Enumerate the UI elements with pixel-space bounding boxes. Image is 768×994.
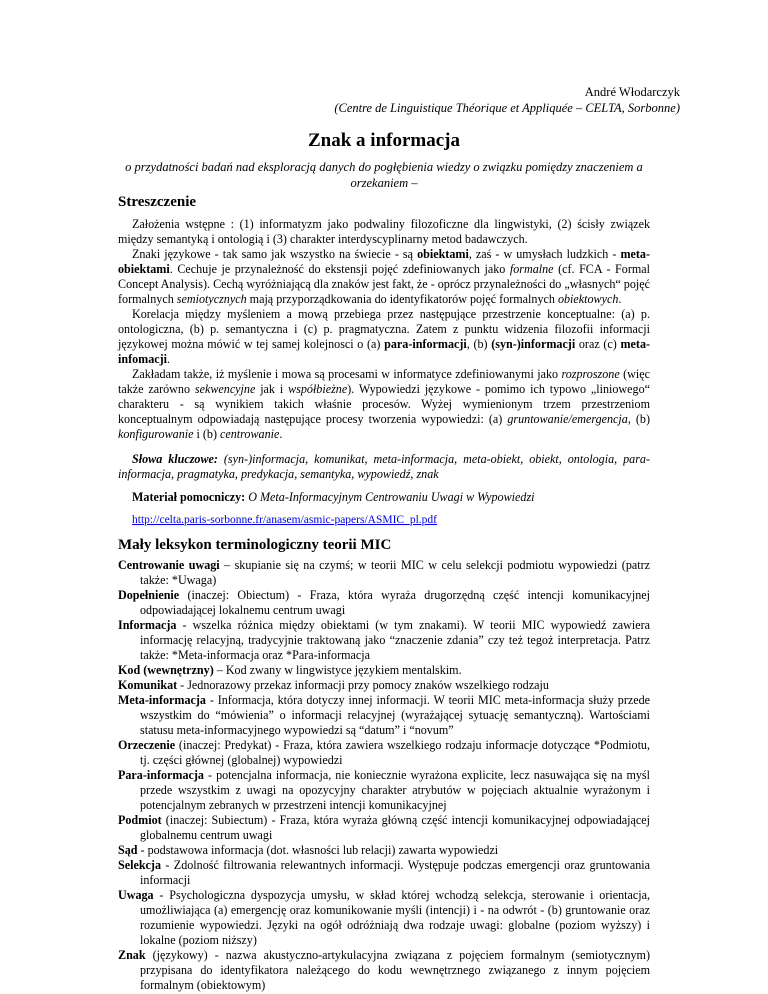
author-affiliation: (Centre de Linguistique Théorique et Appliquée – CELTA, Sorbonne) xyxy=(334,101,680,115)
lexicon-definition: (inaczej: Predykat) - Fraza, która zawiera wszelkiego rodzaju informacje dotyczące *Podmiotu, tj. części głównej (globalnej) wypowiedzi xyxy=(140,738,650,767)
bold-term: (syn-)informacji xyxy=(491,337,576,351)
lexicon-definition: – skupianie się na czymś; w teorii MIC w celu selekcji podmiotu wypowiedzi (patrz także: *Uwaga) xyxy=(140,558,650,587)
lexicon-entry xyxy=(118,558,650,588)
paper-title: Znak a informacja xyxy=(308,130,460,151)
lexicon-definition: - podstawowa informacja (dot. własności lub relacji) zawarta wypowiedzi xyxy=(137,843,499,857)
lexicon-definition: – Kod zwany w lingwistyce językiem mentalskim. xyxy=(213,663,462,677)
lexicon-term: Dopełnienie xyxy=(118,588,180,602)
lexicon-list xyxy=(118,558,650,993)
text-run: oraz (c) xyxy=(575,337,621,351)
italic-term: obiektowych xyxy=(557,292,619,306)
text-run: i (b) xyxy=(193,427,221,441)
italic-term: centrowanie xyxy=(220,427,280,441)
lexicon-definition: (inaczej: Subiectum) - Fraza, która wyraża główną część intencji komunikacyjnej odpowiadającej globalnemu centrum uwagi xyxy=(140,813,650,842)
italic-term: konfigurowanie xyxy=(118,427,194,441)
lexicon-entry xyxy=(118,948,650,993)
text-run: , (b) xyxy=(466,337,492,351)
text-run: . xyxy=(167,352,171,366)
lexicon-term: Kod (wewnętrzny) xyxy=(118,663,214,677)
bold-term: meta-infomacji xyxy=(118,337,651,366)
text-run: (więc także zarówno xyxy=(118,367,651,396)
lexicon-definition: - Informacja, która dotyczy innej informacji. W teorii MIC meta-informacja służy przede wszystkim do “mówienia” o informacji relacyjnej (wyrażającej sytuację semantyczną). Wartościami statusu meta-informacyjnego wypowiedzi są “datum” i “novum” xyxy=(140,693,650,737)
lexicon-entry xyxy=(118,663,650,678)
lexicon-term: Znak xyxy=(118,948,146,962)
lexicon-entry xyxy=(118,738,650,768)
lexicon-entry xyxy=(118,858,650,888)
keywords-label: Słowa kluczowe: xyxy=(132,452,218,466)
text-run: mają przyporządkowania do identyfikatorów pojęć formalnych xyxy=(246,292,558,306)
bold-term: obiektami xyxy=(417,247,469,261)
author-name: André Włodarczyk xyxy=(584,85,680,99)
italic-term: sekwencyjne xyxy=(194,382,256,396)
lexicon-heading: Mały leksykon terminologiczny teorii MIC xyxy=(118,537,392,553)
lexicon-entry xyxy=(118,843,650,858)
text-run: (cf. FCA - Formal Concept Analysis). Cechą wyróżniającą dla znaków jest fakt, że - oprócz przynależności do „własnych“ pojęć formalnych xyxy=(118,262,650,306)
italic-term: gruntowanie/emergencja xyxy=(507,412,628,426)
bold-term: meta-obiektami xyxy=(118,247,650,276)
text-run: jak i xyxy=(255,382,289,396)
lexicon-definition: - wszelka różnica między obiektami (w tym znakami). W teorii MIC wypowiedź zawiera informację relacyjną, tradycyjnie traktowaną jako “znaczenie zdania” czy też tegoż interpretacja. Patrz także: *Meta-informacja oraz *Para-informacja xyxy=(140,618,650,662)
lexicon-term: Para-informacja xyxy=(118,768,204,782)
main-content xyxy=(118,193,650,993)
text-run: Znaki językowe - tak samo jak wszystko na świecie - są xyxy=(132,247,418,261)
lexicon-entry xyxy=(118,588,650,618)
lexicon-term: Selekcja xyxy=(118,858,161,872)
text-run: . Cechuje je przynależność do ekstensji pojęć zdefiniowanych jako xyxy=(169,262,510,276)
keywords xyxy=(118,452,650,482)
abstract-paragraph-3 xyxy=(118,307,650,367)
lexicon-entry xyxy=(118,678,650,693)
lexicon-term: Centrowanie uwagi xyxy=(118,558,220,572)
keywords-text: (syn-)informacja, komunikat, meta-informacja, meta-obiekt, obiekt, ontologia, para-informacja, pragmatyka, predykacja, semantyka, wypowiedź, znak xyxy=(118,452,650,481)
abstract-paragraph-4 xyxy=(118,367,650,442)
text-run: , zaś - w umysłach ludzkich - xyxy=(468,247,621,261)
lexicon-term: Uwaga xyxy=(118,888,154,902)
lexicon-entry xyxy=(118,813,650,843)
lexicon-term: Sąd xyxy=(118,843,138,857)
lexicon-entry xyxy=(118,693,650,738)
lexicon-term: Informacja xyxy=(118,618,177,632)
abstract-heading: Streszczenie xyxy=(118,194,197,210)
lexicon-term: Komunikat xyxy=(118,678,178,692)
author-block xyxy=(334,84,680,116)
text-run: Korelacja między myśleniem a mową przebiega przez następujące przestrzenie konceptualne: (a) p. ontologiczna, (b) p. semantyczna i (c) p. pragmatyczna. Zatem z punktu widzenia filozofii informacji językowej można mówić w tej samej kolejnosci o (a) xyxy=(118,307,650,351)
abstract-paragraph-2 xyxy=(118,247,650,307)
text-run: . xyxy=(279,427,283,441)
text-run: , (b) xyxy=(627,412,650,426)
paper-subtitle: o przydatności badań nad eksploracją danych do pogłębienia wiedzy o związku pomiędzy znaczeniem a orzekaniem – xyxy=(125,160,643,190)
lexicon-entry xyxy=(118,768,650,813)
text-run: . xyxy=(618,292,622,306)
material-link[interactable]: http://celta.paris-sorbonne.fr/anasem/asmic-papers/ASMIC_pl.pdf xyxy=(132,514,437,526)
abstract-paragraph-1: Założenia wstępne : (1) informatyzm jako podwaliny filozoficzne dla lingwistyki, (2) ścisły związek między semantyką i ontologią i (3) charakter interdyscyplinarny metod badawczych. xyxy=(118,217,650,246)
lexicon-definition: - Zdolność filtrowania relewantnych informacji. Występuje podczas emergencji oraz gruntowania informacji xyxy=(140,858,650,887)
material-title: O Meta-Informacyjnym Centrowaniu Uwagi w Wypowiedzi xyxy=(245,490,535,504)
lexicon-definition: (językowy) - nazwa akustyczno-artykulacyjna związana z pojęciem formalnym (semiotycznym) przypisana do identyfikatora należącego do kodu wewnętrznego związanego z innym pojęciem formalnym (obiektowym) xyxy=(140,948,650,992)
lexicon-definition: (inaczej: Obiectum) - Fraza, która wyraża drugorzędną część intencji komunikacyjnej odpowiadającej lokalnemu centrum uwagi xyxy=(140,588,650,617)
italic-term: rozproszone xyxy=(561,367,620,381)
abstract xyxy=(118,217,650,442)
text-run: ). Wypowiedzi językowe - pomimo ich typowo „liniowego“ charakteru - są wynikiem takich właśnie procesów. Wyżej wymienionym trzem przestrzeniom konceptualnym odpowiadają następujące procesy tworzenia wypowiedzi: (a) xyxy=(118,382,650,426)
material-label: Materiał pomocniczy: xyxy=(132,490,246,504)
lexicon-definition: - potencjalna informacja, nie koniecznie wyrażona explicite, lecz nasuwająca się na myśl przede wszystkim z uwagi na opozycyjny charakter atrybutów w pojęciach aktualnie wyrażonym i potencjalnym zebranych w przestrzeni intencji komunikacyjnej xyxy=(140,768,650,812)
lexicon-term: Meta-informacja xyxy=(118,693,206,707)
text-run: Zakładam także, iż myślenie i mowa są procesami w informatyce zdefiniowanymi jako xyxy=(132,367,562,381)
lexicon-definition: - Jednorazowy przekaz informacji przy pomocy znaków wszelkiego rodzaju xyxy=(177,678,549,692)
italic-term: współbieżne xyxy=(288,382,348,396)
lexicon-entry xyxy=(118,618,650,663)
lexicon-term: Orzeczenie xyxy=(118,738,176,752)
lexicon-entry xyxy=(118,888,650,948)
supplementary-material xyxy=(132,490,650,505)
lexicon-definition: - Psychologiczna dyspozycja umysłu, w skład której wchodzą selekcja, sterowanie i orientacja, umożliwiająca (a) emergencję oraz komunikowanie myśli (intencji) i - na odwrót - (b) gruntowanie oraz rozumienie wypowiedzi. Języki na ogół odróżniają dwa rodzaje uwagi: globalne (poziom wyższy) i lokalne (poziom niższy) xyxy=(140,888,650,947)
lexicon-term: Podmiot xyxy=(118,813,162,827)
italic-term: semiotycznych xyxy=(176,292,247,306)
italic-term: formalne xyxy=(509,262,554,276)
bold-term: para-informacji xyxy=(384,337,467,351)
